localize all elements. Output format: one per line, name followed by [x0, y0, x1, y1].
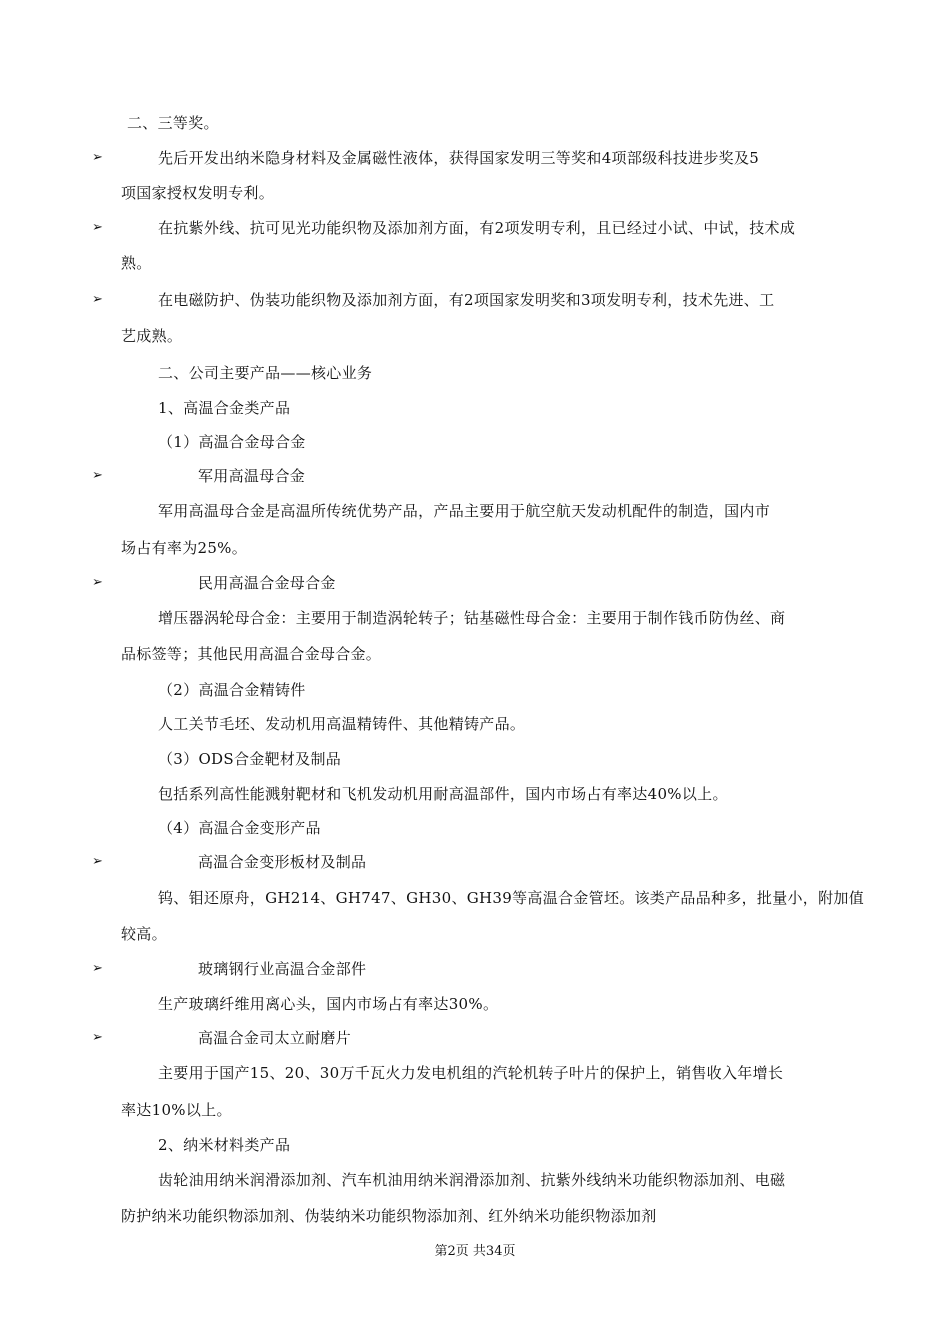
text-line: 率达10%以上。 — [121, 1101, 232, 1119]
text-line: 生产玻璃纤维用离心头，国内市场占有率达30%。 — [158, 995, 499, 1013]
text-line: 先后开发出纳米隐身材料及金属磁性液体，获得国家发明三等奖和4项部级科技进步奖及5 — [158, 149, 760, 167]
text-line: 高温合金变形板材及制品 — [198, 853, 367, 871]
bullet-arrow-icon: ➢ — [92, 961, 103, 976]
text-line: 1、高温合金类产品 — [158, 399, 291, 417]
text-line: （4）高温合金变形产品 — [158, 819, 321, 837]
page-footer: 第2页 共34页 — [434, 1244, 516, 1259]
bullet-arrow-icon: ➢ — [92, 150, 103, 165]
text-line: 项国家授权发明专利。 — [121, 184, 275, 202]
text-line: 防护纳米功能织物添加剂、伪装纳米功能织物添加剂、红外纳米功能织物添加剂 — [121, 1207, 657, 1225]
text-line: 品标签等；其他民用高温合金母合金。 — [121, 645, 382, 663]
text-line: 增压器涡轮母合金：主要用于制造涡轮转子；钴基磁性母合金：主要用于制作钱币防伪丝、商 — [158, 609, 786, 627]
bullet-arrow-icon: ➢ — [92, 468, 103, 483]
text-line: 2、纳米材料类产品 — [158, 1136, 291, 1154]
text-line: （2）高温合金精铸件 — [158, 681, 306, 699]
text-line: 民用高温合金母合金 — [198, 574, 336, 592]
text-line: 高温合金司太立耐磨片 — [198, 1029, 352, 1047]
text-line: 艺成熟。 — [121, 327, 183, 345]
text-line: 熟。 — [121, 254, 152, 272]
text-line: 二、公司主要产品——核心业务 — [158, 364, 373, 382]
text-line: 包括系列高性能溅射靶材和飞机发动机用耐高温部件，国内市场占有率达40%以上。 — [158, 785, 728, 803]
text-line: 二、三等奖。 — [127, 114, 219, 132]
text-line: 军用高温母合金 — [198, 467, 306, 485]
text-line: 齿轮油用纳米润滑添加剂、汽车机油用纳米润滑添加剂、抗紫外线纳米功能织物添加剂、电磁 — [158, 1171, 786, 1189]
bullet-arrow-icon: ➢ — [92, 1030, 103, 1045]
text-line: 人工关节毛坯、发动机用高温精铸件、其他精铸产品。 — [158, 715, 526, 733]
text-line: 在电磁防护、伪装功能织物及添加剂方面，有2项国家发明奖和3项发明专利，技术先进、工 — [158, 291, 775, 309]
text-line: 钨、钼还原舟，GH214、GH747、GH30、GH39等高温合金管坯。该类产品品种多，批量小，附加值 — [158, 889, 864, 907]
text-line: 军用高温母合金是高温所传统优势产品，产品主要用于航空航天发动机配件的制造，国内市 — [158, 502, 771, 520]
bullet-arrow-icon: ➢ — [92, 220, 103, 235]
text-line: 在抗紫外线、抗可见光功能织物及添加剂方面，有2项发明专利，且已经过小试、中试，技术成 — [158, 219, 796, 237]
bullet-arrow-icon: ➢ — [92, 292, 103, 307]
bullet-arrow-icon: ➢ — [92, 575, 103, 590]
text-line: 玻璃钢行业高温合金部件 — [198, 960, 367, 978]
text-line: （3）ODS合金靶材及制品 — [158, 750, 342, 768]
text-line: （1）高温合金母合金 — [158, 433, 306, 451]
text-line: 较高。 — [121, 925, 167, 943]
text-line: 主要用于国产15、20、30万千瓦火力发电机组的汽轮机转子叶片的保护上，销售收入年增长 — [158, 1064, 784, 1082]
text-line: 场占有率为25%。 — [121, 539, 248, 557]
bullet-arrow-icon: ➢ — [92, 854, 103, 869]
